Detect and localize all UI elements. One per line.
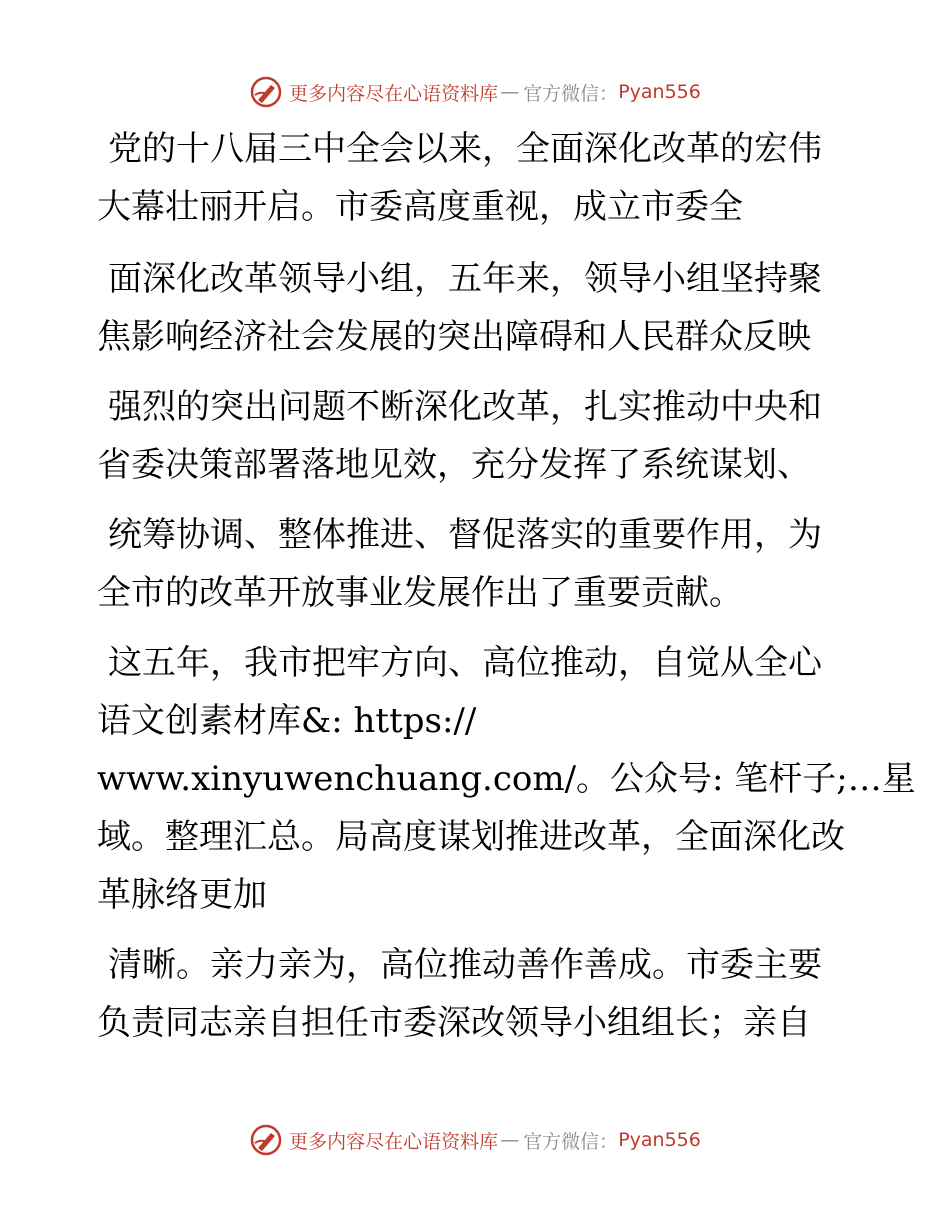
paragraph <box>0 634 950 924</box>
text-line: 革脉络更加 <box>97 875 267 915</box>
text-line: 强烈的突出问题不断深化改革，扎实推动中央和 <box>108 387 822 427</box>
banner-slogan: 更多内容尽在心语资料库 <box>289 1130 499 1153</box>
banner-wechat-id: Pyan556 <box>618 81 701 103</box>
pen-logo-icon <box>249 75 283 109</box>
banner-wechat-id: Pyan556 <box>618 1129 701 1151</box>
text-line: 语文创素材库&: https:// <box>97 701 477 741</box>
text-line: 负责同志亲自担任市委深改领导小组组长；亲自 <box>97 1003 811 1043</box>
text-line: 清晰。亲力亲为，高位推动善作善成。市委主要 <box>108 945 822 985</box>
text-line: 面深化改革领导小组，五年来，领导小组坚持聚 <box>108 259 822 299</box>
pen-logo-icon <box>249 1123 283 1157</box>
paragraph <box>0 120 950 236</box>
text-line: 焦影响经济社会发展的突出障碍和人民群众反映 <box>97 317 811 357</box>
header-banner <box>0 70 950 114</box>
text-line: 大幕壮丽开启。市委高度重视，成立市委全 <box>97 187 743 227</box>
banner-separator: — <box>500 81 520 103</box>
paragraph <box>0 936 950 1052</box>
banner-wechat-label: 官方微信： <box>523 82 619 105</box>
text-line: 省委决策部署落地见效，充分发挥了系统谋划、 <box>97 445 811 485</box>
paragraph <box>0 506 950 622</box>
paragraph <box>0 250 950 366</box>
footer-banner <box>0 1118 950 1162</box>
text-line: www.xinyuwenchuang.com/。公众号: 笔杆子;…星 <box>97 759 916 799</box>
banner-separator: — <box>500 1129 520 1151</box>
banner-wechat-label: 官方微信： <box>523 1130 619 1153</box>
text-line: 这五年，我市把牢方向、高位推动，自觉从全心 <box>108 643 822 683</box>
text-line: 统筹协调、整体推进、督促落实的重要作用，为 <box>108 515 822 555</box>
text-line: 全市的改革开放事业发展作出了重要贡献。 <box>97 573 743 613</box>
text-line: 党的十八届三中全会以来，全面深化改革的宏伟 <box>108 129 822 169</box>
banner-slogan: 更多内容尽在心语资料库 <box>289 82 499 105</box>
text-line: 域。整理汇总。局高度谋划推进改革，全面深化改 <box>97 817 845 857</box>
document-body <box>0 120 950 1052</box>
paragraph <box>0 378 950 494</box>
